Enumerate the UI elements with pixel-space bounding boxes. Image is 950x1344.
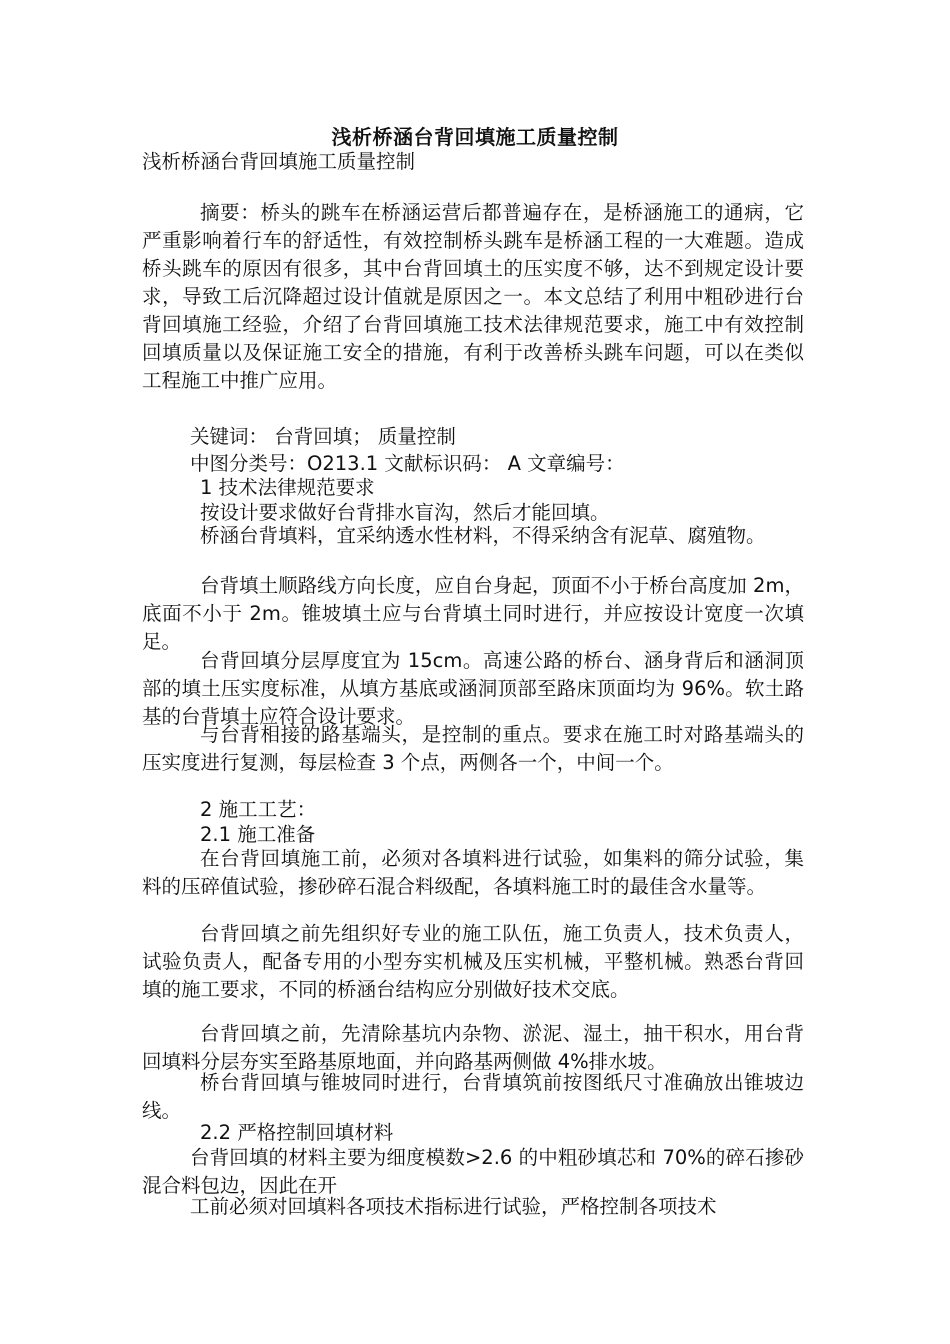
section-1-paragraph-1: 按设计要求做好台背排水盲沟，然后才能回填。 bbox=[200, 501, 610, 524]
section-2-paragraph-4: 桥台背回填与锥坡同时进行，台背填筑前按图纸尺寸准确放出锥坡边线。 bbox=[142, 1071, 804, 1122]
section-2-paragraph-2: 台背回填之前先组织好专业的施工队伍，施工负责人，技术负责人，试验负责人，配备专用的小型夯实机械及压实机械，平整机械。熟悉台背回填的施工要求，不同的桥涵台结构应分别做好技术交底。 bbox=[142, 922, 804, 1001]
section-2-heading: 2 施工工艺： bbox=[200, 798, 317, 821]
section-1-paragraph-3: 台背填土顺路线方向长度，应自台身起，顶面不小于桥台高度加 2m，底面不小于 2m。锥坡填土应与台背填土同时进行，并应按设计宽度一次填足。 bbox=[142, 574, 804, 653]
document-title: 浅析桥涵台背回填施工质量控制 bbox=[331, 125, 619, 149]
abstract-paragraph: 摘要：桥头的跳车在桥涵运营后都普遍存在，是桥涵施工的通病，它严重影响着行车的舒适性，有效控制桥头跳车是桥涵工程的一大难题。造成桥头跳车的原因有很多，其中台背回填土的压实度不够，达不到规定设计要求，导致工后沉降超过设计值就是原因之一。本文总结了利用中粗砂进行台背回填施工经验，介绍了台背回填施工技术法律规范要求，施工中有效控制回填质量以及保证施工安全的措施，有利于改善桥头跳车问题，可以在类似工程施工中推广应用。 bbox=[142, 201, 804, 392]
section-2-2-heading: 2.2 严格控制回填材料 bbox=[200, 1121, 394, 1144]
section-2-paragraph-1: 在台背回填施工前，必须对各填料进行试验，如集料的筛分试验，集料的压碎值试验，掺砂碎石混合料级配，各填料施工时的最佳含水量等。 bbox=[142, 847, 804, 898]
section-1-heading: 1 技术法律规范要求 bbox=[200, 476, 375, 499]
section-2-paragraph-6: 工前必须对回填料各项技术指标进行试验，严格控制各项技术 bbox=[190, 1195, 717, 1218]
keywords-line: 关键词： 台背回填； 质量控制 bbox=[190, 425, 456, 448]
section-1-paragraph-2: 桥涵台背填料，宜采纳透水性材料，不得采纳含有泥草、腐殖物。 bbox=[200, 524, 766, 547]
section-2-paragraph-3: 台背回填之前，先清除基坑内杂物、淤泥、湿土，抽干积水，用台背回填料分层夯实至路基原地面，并向路基两侧做 4%排水坡。 bbox=[142, 1022, 804, 1073]
document-subtitle: 浅析桥涵台背回填施工质量控制 bbox=[142, 150, 416, 173]
section-2-paragraph-5: 台背回填的材料主要为细度模数>2.6 的中粗砂填芯和 70%的碎石掺砂混合料包边，因此在开 bbox=[142, 1146, 804, 1197]
section-2-1-heading: 2.1 施工准备 bbox=[200, 823, 316, 846]
section-1-paragraph-4: 台背回填分层厚度宜为 15cm。高速公路的桥台、涵身背后和涵洞顶部的填土压实度标准，从填方基底或涵洞顶部至路床顶面均为 96%。软土路基的台背填土应符合设计要求。 bbox=[142, 649, 804, 728]
section-1-paragraph-5: 与台背相接的路基端头，是控制的重点。要求在施工时对路基端头的压实度进行复测，每层检查 3 个点，两侧各一个，中间一个。 bbox=[142, 723, 804, 774]
classification-line: 中图分类号：O213.1 文献标识码： A 文章编号： bbox=[190, 452, 625, 475]
